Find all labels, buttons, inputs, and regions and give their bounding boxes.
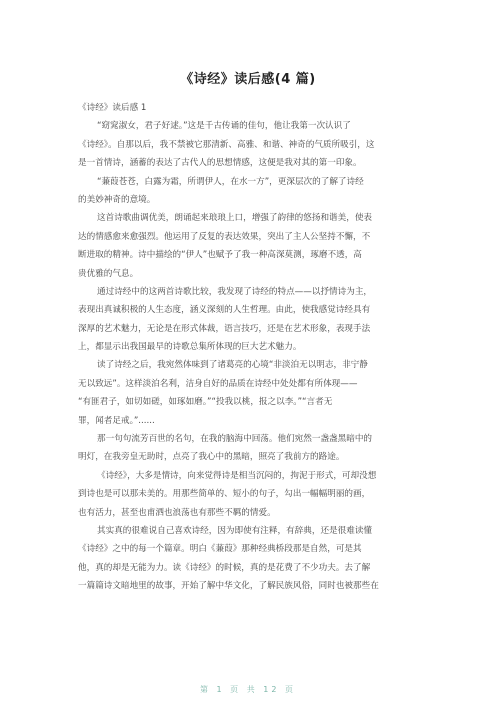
body-line: 读了诗经之后，我宛然体味到了诸葛亮的心境“非淡泊无以明志，非宁静 [97, 360, 368, 371]
body-line: 表现出真诚积极的人生态度，涵义深刻的人生哲理。由此，使我感觉诗经具有 [78, 305, 371, 316]
body-line: 也有活力，甚至也甫洒也浪荡也有那些不羁的情爱。 [78, 507, 276, 518]
document-title: 《诗经》读后感(4 篇) [180, 72, 316, 87]
body-line: 《诗经》之中的每一个篇章。明白《蒹葭》那种经典桥段那是自然，可是其 [78, 544, 362, 555]
body-line: 的美妙神奇的意境。 [78, 194, 156, 205]
document-body [78, 99, 428, 596]
body-line: 他，真的却是无能为力。读《诗经》的时候，真的是花费了不少功夫。去了解 [78, 562, 371, 573]
body-line: 一篇篇诗文暗地里的故事，开始了解中华文化，了解民族风俗，同时也被那些在 [78, 581, 379, 592]
body-line: “蒹葭苍苍，白露为霜，所谓伊人，在水一方”，更深层次的了解了诗经 [97, 176, 364, 187]
body-line: 《诗经》。自那以后，我不禁被它那清新、高雅、和谐、神奇的气质所吸引，这 [78, 139, 375, 150]
body-line: 达的情感愈来愈强烈。他运用了反复的表达效果，突出了主人公坚持不懈，不 [78, 231, 371, 242]
body-line: 通过诗经中的这两首诗歌比较，我发现了诗经的特点——以抒情诗为主， [97, 286, 373, 297]
body-line: “窈窕淑女，君子好逑。”这是千古传诵的佳句，他让我第一次认识了 [97, 121, 351, 132]
body-line: 上，都显示出我国最早的诗歌总集所体现的巨大艺术魅力。 [78, 342, 302, 353]
body-line: 深厚的艺术魅力，无论是在形式体裁，语言技巧，还是在艺术形象，表现手法 [78, 323, 371, 334]
body-line: 断进取的精神。诗中描绘的“伊人”也赋予了我一种高深莫测，琢磨不透，高 [78, 250, 362, 261]
body-line: 到诗也是可以那未美的。用那些简单的、短小的句子，勾出一幅幅明丽的画， [78, 489, 371, 500]
body-line: 贵优雅的气息。 [78, 268, 139, 279]
body-line: 明灯，在我旁皇无助时，点亮了我心中的黑暗，照亮了我前方的路途。 [78, 452, 345, 463]
body-line: “有匪君子，如切如磋，如琢如磨。”“投我以桃，报之以李。”“言者无 [78, 397, 333, 408]
page-footer: 第 1 页 共 12 页 [200, 685, 296, 694]
body-line: 无以致远”。这样淡泊名利，洁身自好的品质在诗经中处处都有所体现—— [78, 378, 358, 389]
body-line: 是一首情诗，涵蓄的表达了古代人的思想情感，这便是我对其的第一印象。 [78, 158, 362, 169]
body-line: 其实真的很难说自己喜欢诗经，因为即使有注释，有辞典，还是很难读懂 [97, 525, 373, 536]
section-heading: 《诗经》读后感 1 [78, 103, 147, 113]
body-line: 这首诗歌曲调优美，朗诵起来琅琅上口，增强了韵律的悠扬和谐美，使表 [97, 213, 373, 224]
body-line: 罪，闻者足戒。”...... [78, 415, 155, 426]
body-line: 那一句句流芳百世的名句，在我的脑海中回荡。他们宛然一盏盏黑暗中的 [97, 434, 373, 445]
body-line: 《诗经》，大多是情诗，向来觉得诗是相当沉闷的，拘泥于形式，可却没想 [97, 470, 377, 481]
